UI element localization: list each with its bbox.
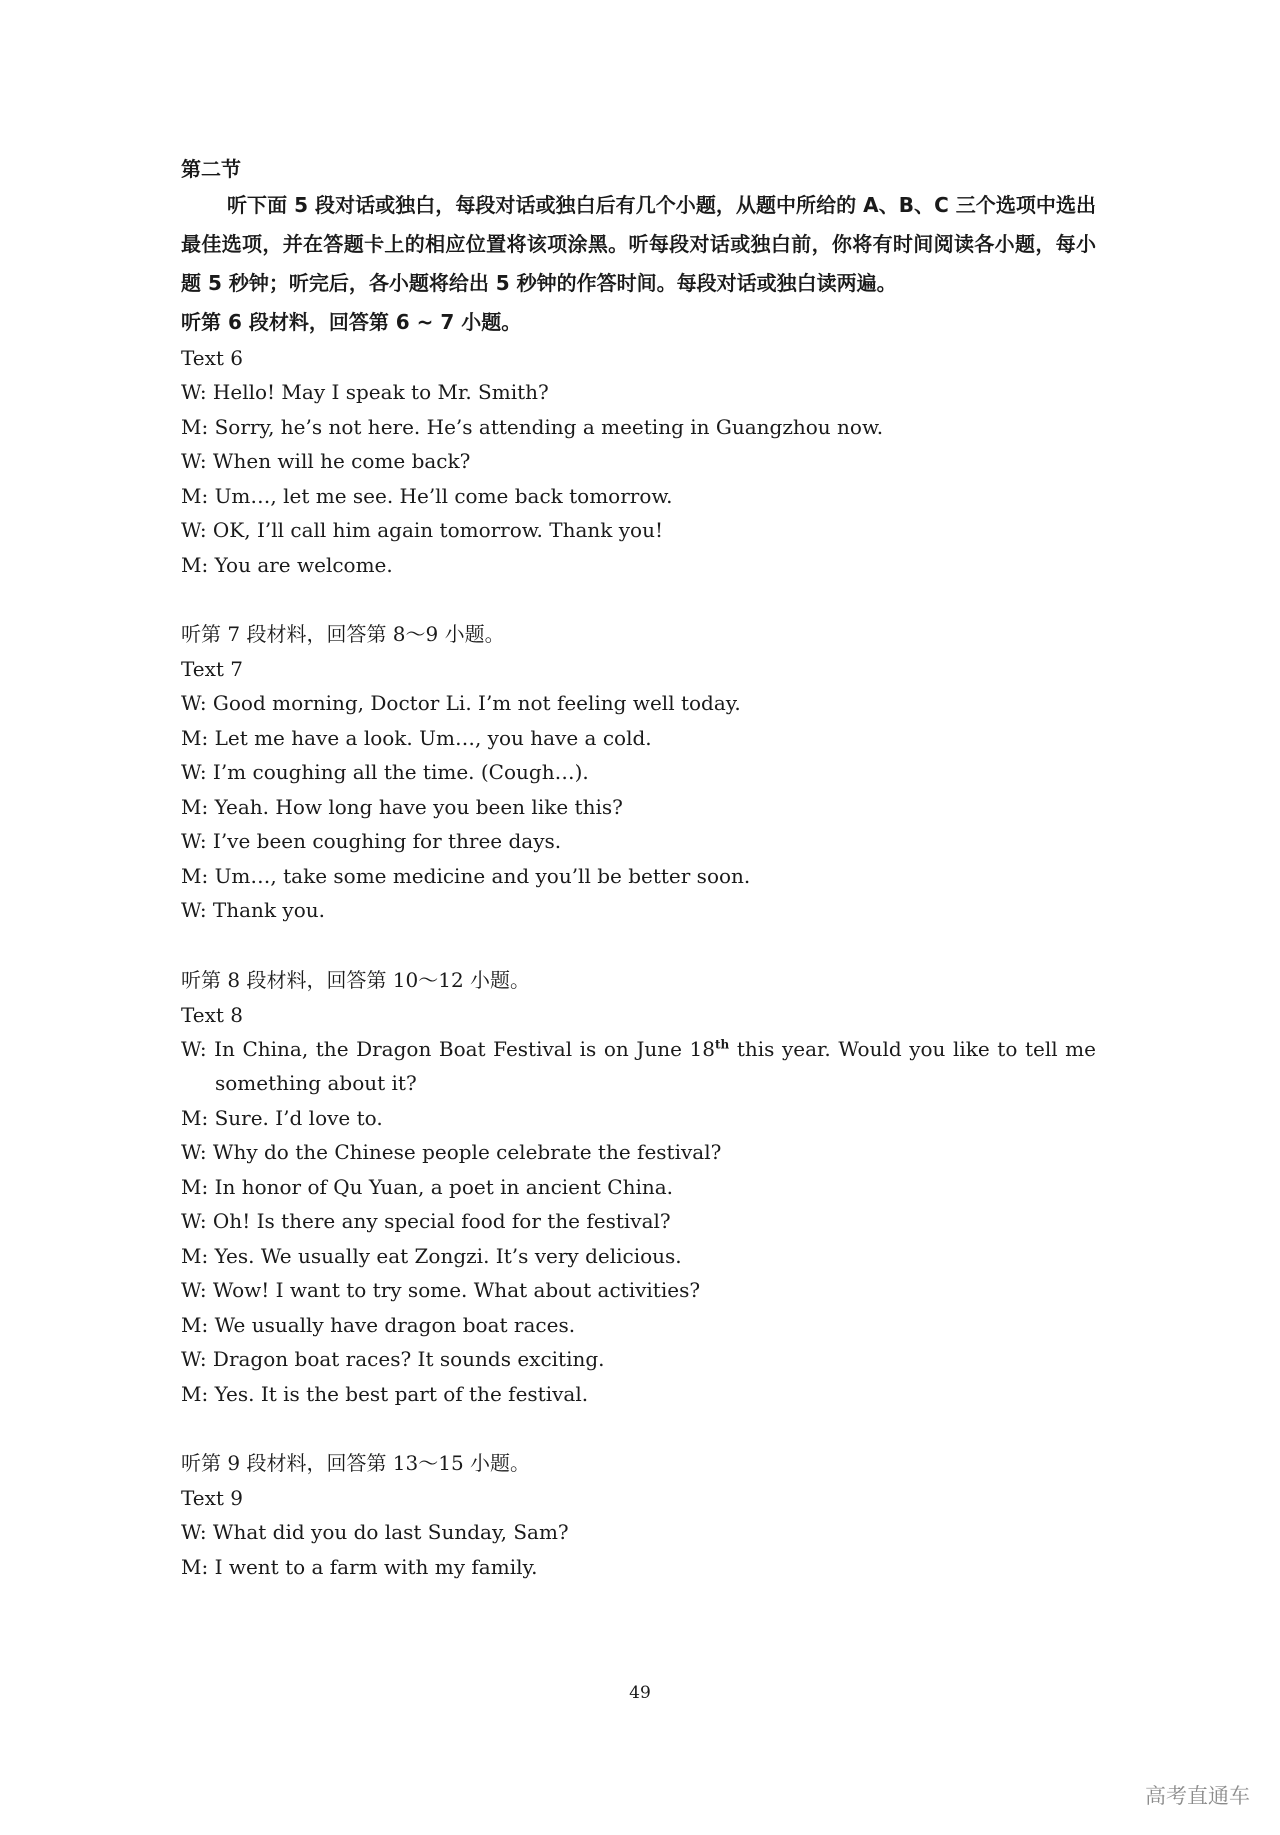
dialogue-line: W: Hello! May I speak to Mr. Smith?	[181, 380, 549, 404]
dialogue-line: M: Sorry, he’s not here. He’s attending a meeting in Guangzhou now.	[181, 414, 884, 439]
dialogue-line: W: Good morning, Doctor Li. I’m not feeling well today.	[181, 691, 741, 715]
dialogue-line: W: Wow! I want to try some. What about activities?	[181, 1278, 701, 1302]
text9-heading: 听第 9 段材料，回答第 13～15 小题。	[181, 1451, 531, 1475]
dialogue-line: M: Sure. I’d love to.	[181, 1105, 383, 1130]
text9-label: Text 9	[181, 1486, 244, 1510]
spacer	[181, 928, 1096, 962]
dialogue-line: M: In honor of Qu Yuan, a poet in ancient China.	[181, 1174, 674, 1199]
text7-heading: 听第 7 段材料，回答第 8～9 小题。	[181, 622, 505, 646]
dialogue-line: W: What did you do last Sunday, Sam?	[181, 1520, 569, 1544]
dialogue-line: W: I’ve been coughing for three days.	[181, 829, 562, 853]
dialogue-line: M: Um…, let me see. He’ll come back tomorrow.	[181, 483, 673, 508]
dialogue-line: W: I’m coughing all the time. (Cough…).	[181, 760, 589, 784]
text6-label: Text 6	[181, 346, 244, 370]
document-page	[181, 152, 1096, 1584]
dialogue-line: M: You are welcome.	[181, 552, 393, 577]
text8-label: Text 8	[181, 1002, 244, 1027]
dialogue-line: W: OK, I’ll call him again tomorrow. Thank you!	[181, 518, 664, 542]
dialogue-line: M: Yes. We usually eat Zongzi. It’s very delicious.	[181, 1243, 682, 1268]
text6-heading: 听第 6 段材料，回答第 6 ~ 7 小题。	[181, 310, 522, 334]
dialogue-line: M: Yeah. How long have you been like this?	[181, 794, 623, 819]
text7-label: Text 7	[181, 657, 244, 681]
line-part: this year. Would you like to tell me something about it?	[215, 1036, 1096, 1095]
dialogue-line: W: Oh! Is there any special food for the festival?	[181, 1209, 671, 1233]
line-part: W: In China, the Dragon Boat Festival is on June 18	[181, 1036, 715, 1061]
watermark-logo-text: 高考直通车	[1145, 1784, 1250, 1808]
dialogue-line-first	[181, 1032, 1096, 1101]
text8-heading: 听第 8 段材料，回答第 10～12 小题。	[181, 967, 531, 992]
dialogue-line: M: Yes. It is the best part of the festival.	[181, 1381, 589, 1406]
dialogue-line: M: We usually have dragon boat races.	[181, 1312, 576, 1337]
dialogue-line: M: Let me have a look. Um…, you have a cold.	[181, 725, 652, 750]
dialogue-line: W: Dragon boat races? It sounds exciting.	[181, 1347, 605, 1371]
ordinal-suffix: th	[715, 1036, 730, 1051]
section-title: 第二节	[181, 157, 241, 181]
instructions-paragraph: 听下面 5 段对话或独白，每段对话或独白后有几个小题，从题中所给的 A、B、C 三个选项中选出最佳选项，并在答题卡上的相应位置将该项涂黑。听每段对话或独白前，你将有时间阅读各小题，每小题 5 秒钟；听完后，各小题将给出 5 秒钟的作答时间。每段对话或独白读两遍。	[181, 193, 1096, 295]
dialogue-line: M: Um…, take some medicine and you’ll be better soon.	[181, 863, 751, 888]
spacer	[181, 582, 1096, 616]
dialogue-line: W: Why do the Chinese people celebrate the festival?	[181, 1140, 722, 1164]
spacer	[181, 1411, 1096, 1445]
dialogue-line: W: When will he come back?	[181, 449, 471, 473]
dialogue-line: M: I went to a farm with my family.	[181, 1554, 538, 1579]
page-number: 49	[629, 1683, 651, 1703]
dialogue-line: W: Thank you.	[181, 898, 325, 922]
